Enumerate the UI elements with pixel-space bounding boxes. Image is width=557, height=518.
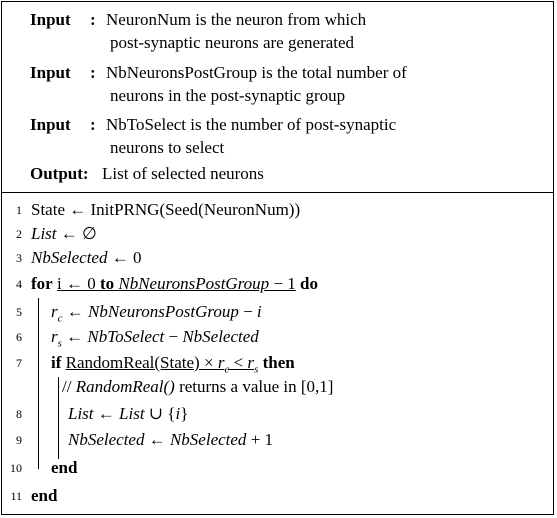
output-keyword: Output: (30, 164, 89, 183)
input-colon: : (90, 10, 96, 29)
code-text: List ← List ∪ {i} (68, 404, 189, 423)
line-number: 10 (10, 461, 22, 475)
algorithm-box (1, 1, 554, 515)
line-number: 3 (16, 251, 22, 265)
input-desc-line1: NeuronNum is the neuron from which (106, 10, 367, 29)
code-text: end (31, 486, 58, 505)
line-number: 2 (16, 227, 22, 241)
input-colon: : (90, 63, 96, 82)
line-number: 9 (16, 433, 22, 447)
line-number: 7 (16, 356, 22, 370)
code-text: NbSelected ← NbSelected + 1 (68, 430, 274, 449)
comment-text: // RandomReal() returns a value in [0,1] (62, 377, 334, 396)
input-desc-line1: NbToSelect is the number of post-synaptic (106, 115, 397, 134)
line-number: 5 (16, 305, 22, 319)
input-keyword: Input (30, 115, 71, 134)
input-keyword: Input (30, 63, 71, 82)
line-number: 8 (16, 407, 22, 421)
code-text: end (51, 458, 78, 477)
output-desc: List of selected neurons (102, 164, 264, 183)
code-text: if RandomReal(State) × $r_c < r_s$ then (51, 353, 295, 376)
line-number: 6 (16, 330, 22, 344)
input-keyword: Input (30, 10, 71, 29)
code-text: $r_c$ ← NbNeuronsPostGroup − i (51, 302, 262, 325)
input-desc-line2: neurons to select (110, 138, 225, 157)
code-text: List ← ∅ (31, 224, 97, 243)
line-number: 1 (16, 203, 22, 217)
input-desc-line2: neurons in the post-synaptic group (110, 86, 346, 105)
code-text: $r_s$ ← NbToSelect − NbSelected (51, 327, 259, 350)
input-block-neuron-num (30, 8, 367, 52)
input-colon: : (90, 115, 96, 134)
input-desc-line1: NbNeuronsPostGroup is the total number of (106, 63, 407, 82)
code-text: for i ← 0 to NbNeuronsPostGroup − 1 do (31, 274, 318, 293)
code-text: NbSelected ← 0 (31, 248, 142, 267)
input-block-to-select (30, 113, 397, 157)
if-block-bar (58, 377, 59, 459)
line-number: 11 (10, 489, 22, 503)
for-block-bar (38, 298, 39, 469)
code-text: State ← InitPRNG(Seed(NeuronNum)) (31, 200, 301, 219)
header-divider (2, 192, 553, 193)
input-block-post-group (30, 61, 407, 105)
line-number: 4 (16, 277, 22, 291)
input-desc-line2: post-synaptic neurons are generated (110, 33, 355, 52)
output-block (30, 162, 264, 185)
